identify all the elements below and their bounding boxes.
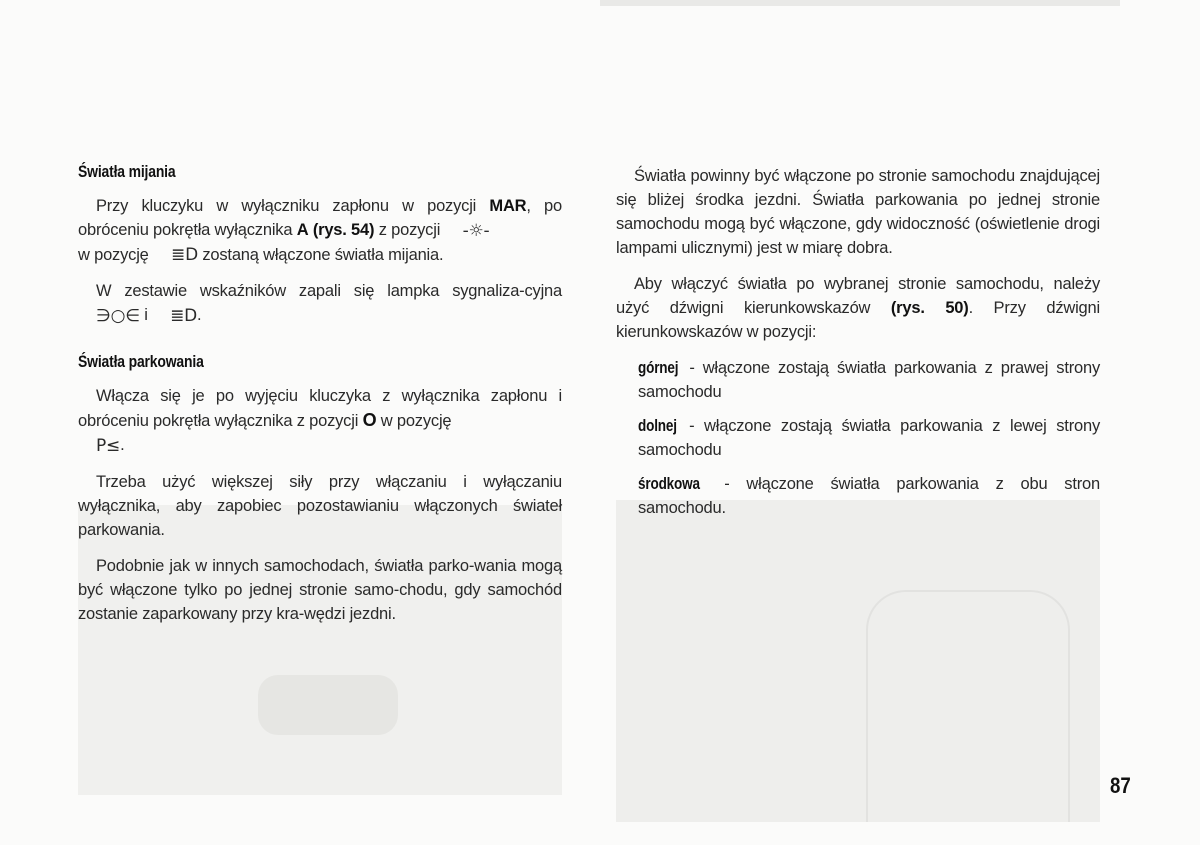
heading-low-beam: Światła mijania — [78, 162, 176, 181]
low-beam-icon: ≣D — [170, 305, 198, 326]
paragraph-lever: Aby włączyć światła po wybranej stronie samochodu, należy użyć dźwigni kierunkowskazów (rys. 50). Przy dźwigni kierunkowskazów w pozycji: — [616, 275, 1100, 341]
parking-light-icon: ∋○∈ — [96, 305, 140, 326]
heading-parking-lights: Światła parkowania — [78, 351, 204, 371]
photo-lamp-shape — [258, 675, 398, 735]
paragraph-one-side: Podobnie jak w innych samochodach, światła parko-wania mogą być włączone tylko po jednej stronie samo-chodu, gdy samochód zostanie zaparkowany przy kra-wędzi jezdni. — [78, 556, 562, 623]
lever-item-lower: dolnej - włączone zostają światła parkowania z lewej strony samochodu — [638, 417, 1100, 459]
sun-icon: -☼- — [462, 220, 490, 241]
paragraph-force: Trzeba użyć większej siły przy włączaniu i wyłączaniu wyłącznika, aby zapobiec pozostawianiu włączonych świateł parkowania. — [78, 472, 562, 539]
low-beam-icon: ≣D — [171, 245, 198, 266]
top-rule — [600, 0, 1120, 6]
parking-p-icon: P≤ — [96, 435, 121, 456]
photo-door-frame — [866, 590, 1070, 822]
lever-item-middle: środkowa - włączone światła parkowania z obu stron samochodu. — [638, 475, 1100, 517]
figure-ref-50: (rys. 50) — [890, 299, 969, 317]
left-column — [78, 160, 562, 638]
faded-photo-right — [616, 500, 1100, 822]
page-number: 87 — [1110, 773, 1131, 798]
lever-item-upper: górnej - włączone zostają światła parkowania z prawej strony samochodu — [638, 359, 1100, 401]
right-column — [616, 164, 1100, 530]
switch-label-a: A — [296, 221, 309, 239]
figure-ref-54: (rys. 54) — [312, 221, 375, 239]
paragraph-side-choice: Światła powinny być włączone po stronie samochodu znajdującej się bliżej środka jezdni. Światła parkowania po jednej stronie samochodu mogą być włączone, gdy widoczność (oświetlenie drogi lampami ulicznymi) jest w miarę dobra. — [616, 167, 1100, 257]
paragraph-low-beam: Przy kluczyku w wyłączniku zapłonu w pozycji MAR, po obróceniu pokrętła wyłącznika A (rys. 54) z pozycji -☼- w pozycję ≣D zostaną włączone światła mijania. — [78, 197, 562, 266]
paragraph-tell-tale: W zestawie wskaźników zapali się lampka sygnaliza-cyjna ∋○∈ i ≣D. — [78, 279, 562, 328]
position-o: O — [362, 409, 377, 430]
key-mar: MAR — [489, 197, 527, 215]
paragraph-parking-switch: Włącza się je po wyjęciu kluczyka z wyłącznika zapłonu i obróceniu pokrętła wyłącznika z pozycji O w pozycję P≤. — [78, 386, 562, 456]
